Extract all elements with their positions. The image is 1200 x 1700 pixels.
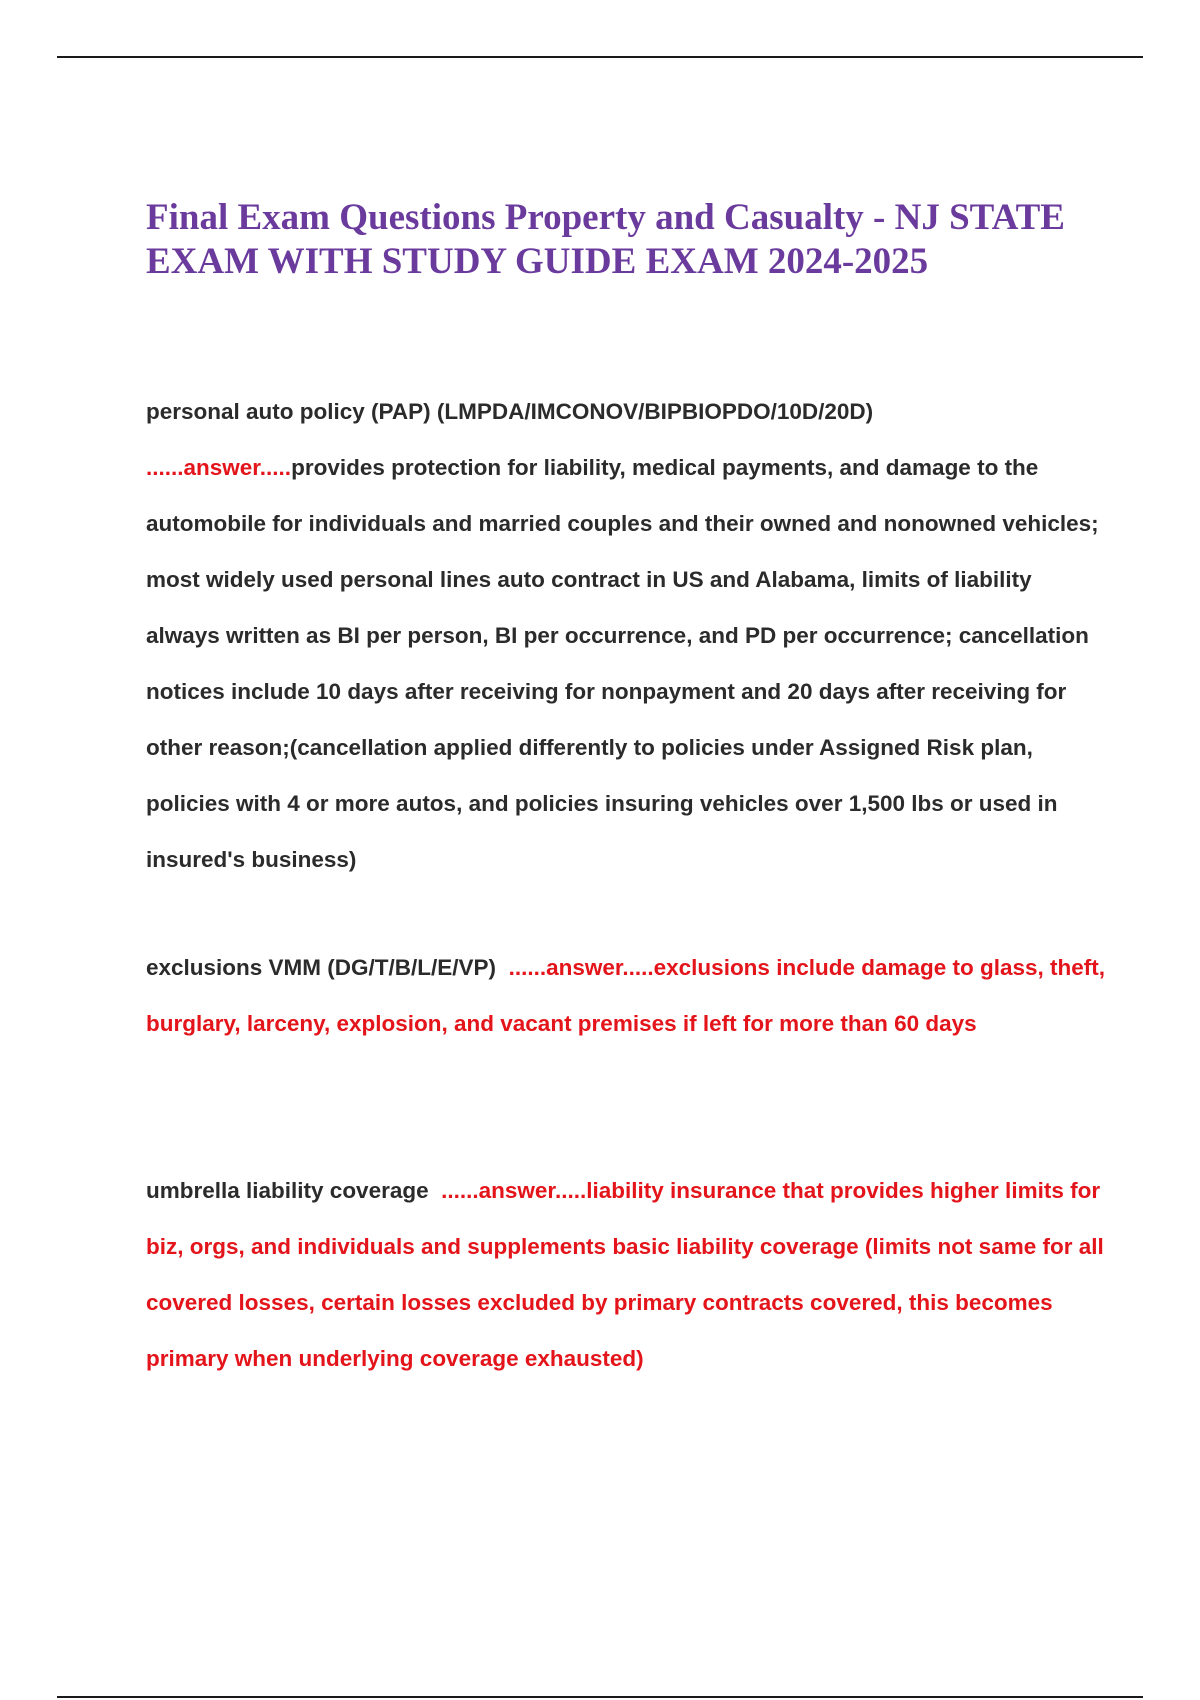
bottom-rule (57, 1696, 1143, 1698)
qa-item-exclusions-vmm (146, 940, 1106, 1052)
qa-item-umbrella-liability (146, 1163, 1106, 1387)
top-rule (57, 56, 1143, 58)
qa-term: umbrella liability coverage (146, 1178, 429, 1203)
answer-marker: ......answer..... (146, 455, 292, 480)
document-title: Final Exam Questions Property and Casualty - NJ STATE EXAM WITH STUDY GUIDE EXAM 2024-2025 (146, 197, 1065, 282)
qa-term: exclusions VMM (DG/T/B/L/E/VP) (146, 955, 497, 980)
qa-answer: liability insurance that provides higher limits for biz, orgs, and individuals and supplements basic liability coverage (limits not same for all covered losses, certain losses excluded by primary contracts covered, this becomes primary when underlying coverage exhausted) (146, 1178, 1104, 1371)
qa-term: personal auto policy (PAP) (LMPDA/IMCONOV/BIPBIOPDO/10D/20D) (146, 399, 874, 424)
qa-answer: exclusions include damage to glass, theft, burglary, larceny, explosion, and vacant premises if left for more than 60 days (146, 955, 1106, 1036)
qa-answer: provides protection for liability, medical payments, and damage to the automobile for individuals and married couples and their owned and nonowned vehicles; most widely used personal lines auto contract in US and Alabama, limits of liability always written as BI per person, BI per occurrence, and PD per occurrence; cancellation notices include 10 days after receiving for nonpayment and 20 days after receiving for other reason;(cancellation applied differently to policies under Assigned Risk plan, policies with 4 or more autos, and policies insuring vehicles over 1,500 lbs or used in insured's business) (146, 455, 1099, 872)
qa-item-personal-auto-policy (146, 384, 1106, 888)
answer-marker: ......answer..... (441, 1178, 587, 1203)
answer-marker: ......answer..... (508, 955, 654, 980)
